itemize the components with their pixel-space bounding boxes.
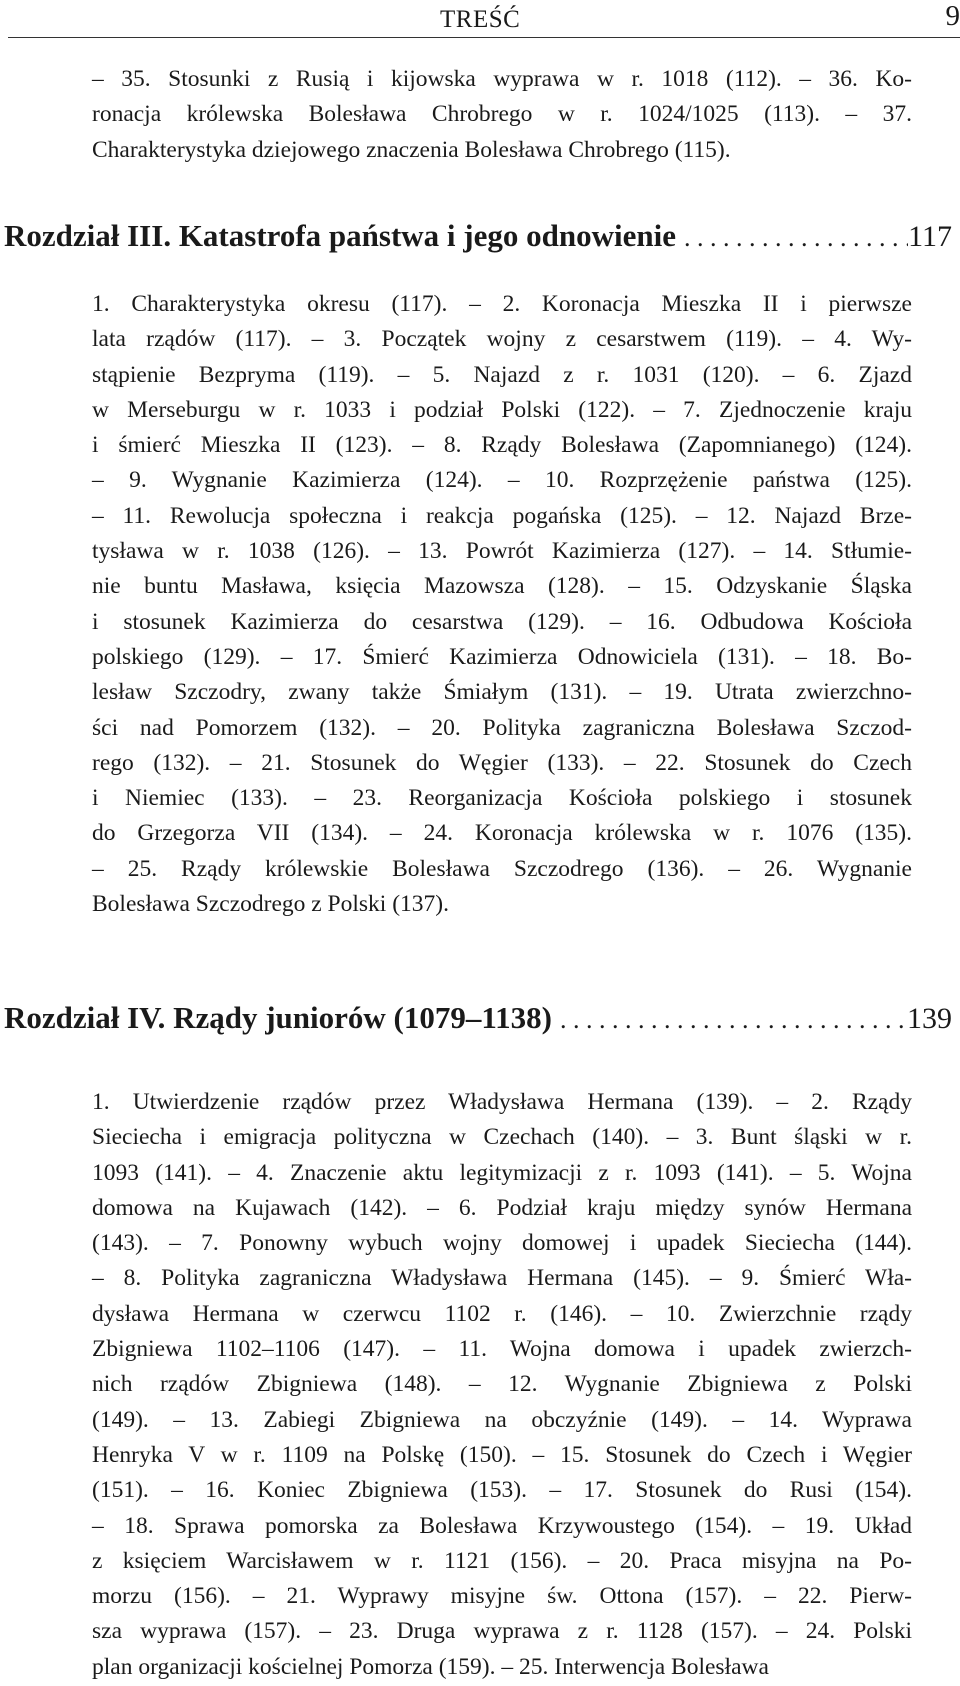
chapter-heading-3[interactable]: [4, 218, 952, 258]
text-line: nich rządów Zbigniewa (148). – 12. Wygnanie Zbigniewa z Polski: [92, 1371, 912, 1398]
text-line: Charakterystyka dziejowego znaczenia Bolesława Chrobrego (115).: [92, 136, 731, 163]
running-title: TREŚĆ: [440, 6, 521, 33]
text-line: Henryka V w r. 1109 na Polskę (150). – 15. Stosunek do Czech i Węgier: [92, 1441, 912, 1468]
text-line: (143). – 7. Ponowny wybuch wojny domowej i upadek Sieciecha (144).: [92, 1230, 912, 1257]
header-rule: [8, 37, 960, 38]
text-line: 1. Utwierdzenie rządów przez Władysława Hermana (139). – 2. Rządy: [92, 1089, 912, 1115]
text-line: Sieciecha i emigracja polityczna w Czechach (140). – 3. Bunt śląski w r.: [92, 1124, 912, 1151]
chapter-3-contents: [92, 287, 912, 922]
text-line: – 18. Sprawa pomorska za Bolesława Krzywoustego (154). – 19. Układ: [92, 1512, 912, 1539]
continuation-paragraph: [92, 62, 912, 168]
text-line: polskiego (129). – 17. Śmierć Kazimierza Odnowiciela (131). – 18. Bo-: [92, 643, 912, 670]
text-line: – 9. Wygnanie Kazimierza (124). – 10. Rozprzężenie państwa (125).: [92, 467, 912, 494]
text-line: dysława Hermana w czerwcu 1102 r. (146). – 10. Zwierzchnie rządy: [92, 1300, 912, 1327]
text-line: plan organizacji kościelnej Pomorza (159). – 25. Interwencja Bolesława: [92, 1653, 769, 1680]
text-line: i stosunek Kazimierza do cesarstwa (129). – 16. Odbudowa Kościoła: [92, 608, 912, 635]
text-line: i Niemiec (133). – 23. Reorganizacja Kościoła polskiego i stosunek: [92, 785, 912, 812]
text-line: (149). – 13. Zabiegi Zbigniewa na obczyźnie (149). – 14. Wyprawa: [92, 1406, 912, 1433]
text-line: ści nad Pomorzem (132). – 20. Polityka zagraniczna Bolesława Szczod-: [92, 714, 912, 741]
text-line: lesław Szczodry, zwany także Śmiałym (131). – 19. Utrata zwierzchno-: [92, 679, 912, 706]
chapter-4-contents: [92, 1085, 912, 1685]
text-line: – 25. Rządy królewskie Bolesława Szczodrego (136). – 26. Wygnanie: [92, 855, 912, 882]
chapter-title: Rozdział IV. Rządy juniorów (1079–1138): [4, 1000, 552, 1035]
chapter-page-number: 117: [908, 220, 952, 253]
page-header: [0, 0, 960, 38]
text-line: – 8. Polityka zagraniczna Władysława Hermana (145). – 9. Śmierć Wła-: [92, 1265, 912, 1292]
text-line: nie buntu Masława, księcia Mazowsza (128). – 15. Odzyskanie Śląska: [92, 573, 912, 600]
text-line: z księciem Warcisławem w r. 1121 (156). – 20. Praca misyjna na Po-: [92, 1547, 912, 1574]
text-line: 1093 (141). – 4. Znaczenie aktu legitymizacji z r. 1093 (141). – 5. Wojna: [92, 1159, 912, 1186]
text-line: Zbigniewa 1102–1106 (147). – 11. Wojna domowa i upadek zwierzch-: [92, 1336, 912, 1363]
text-line: ronacja królewska Bolesława Chrobrego w r. 1024/1025 (113). – 37.: [92, 101, 912, 128]
text-line: – 11. Rewolucja społeczna i reakcja pogańska (125). – 12. Najazd Brze-: [92, 502, 912, 529]
text-line: do Grzegorza VII (134). – 24. Koronacja królewska w r. 1076 (135).: [92, 820, 912, 847]
leader-dots: [676, 223, 908, 253]
text-line: sza wyprawa (157). – 23. Druga wyprawa z r. 1128 (157). – 24. Polski: [92, 1618, 912, 1645]
chapter-heading-4[interactable]: [4, 1000, 952, 1040]
text-line: rego (132). – 21. Stosunek do Węgier (133). – 22. Stosunek do Czech: [92, 749, 912, 776]
text-line: – 35. Stosunki z Rusią i kijowska wyprawa w r. 1018 (112). – 36. Ko-: [92, 66, 912, 92]
text-line: (151). – 16. Koniec Zbigniewa (153). – 17. Stosunek do Rusi (154).: [92, 1477, 912, 1504]
text-line: stąpienie Bezpryma (119). – 5. Najazd z r. 1031 (120). – 6. Zjazd: [92, 361, 912, 388]
text-line: tysława w r. 1038 (126). – 13. Powrót Kazimierza (127). – 14. Stłumie-: [92, 538, 912, 565]
text-line: morzu (156). – 21. Wyprawy misyjne św. Ottona (157). – 22. Pierw-: [92, 1583, 912, 1610]
text-line: lata rządów (117). – 3. Początek wojny z cesarstwem (119). – 4. Wy-: [92, 326, 912, 353]
page-number: 9: [945, 0, 960, 32]
text-line: i śmierć Mieszka II (123). – 8. Rządy Bolesława (Zapomnianego) (124).: [92, 432, 912, 459]
chapter-title: Rozdział III. Katastrofa państwa i jego odnowienie: [4, 218, 676, 253]
text-line: domowa na Kujawach (142). – 6. Podział kraju między synów Hermana: [92, 1194, 912, 1221]
chapter-page-number: 139: [907, 1002, 952, 1035]
text-line: w Merseburgu w r. 1033 i podział Polski (122). – 7. Zjednoczenie kraju: [92, 396, 912, 423]
text-line: 1. Charakterystyka okresu (117). – 2. Koronacja Mieszka II i pierwsze: [92, 291, 912, 317]
leader-dots: [552, 1005, 907, 1035]
text-line: Bolesława Szczodrego z Polski (137).: [92, 891, 449, 918]
